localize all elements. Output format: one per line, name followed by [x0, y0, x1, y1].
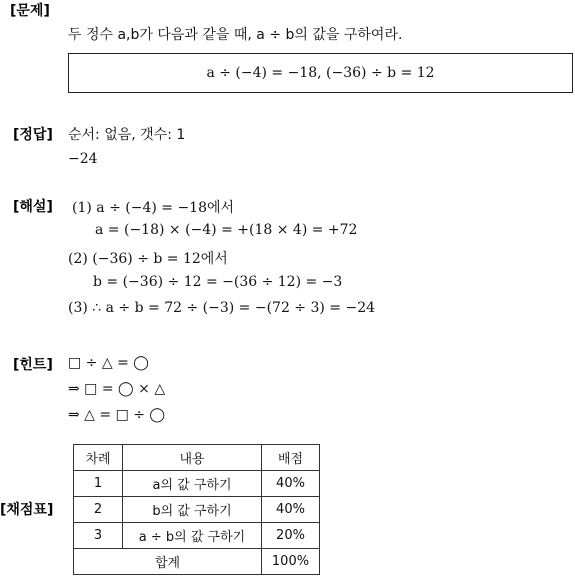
rubric-cell-order: 1 — [74, 471, 123, 497]
answer-label: [정답] — [13, 127, 53, 143]
rubric-label: [채점표] — [0, 502, 54, 518]
rubric-cell-order: 3 — [74, 523, 123, 549]
hint-line: □ ÷ △ = ◯ — [68, 355, 149, 371]
solution-line: (3) ∴ a ÷ b = 72 ÷ (−3) = −(72 ÷ 3) = −24 — [68, 300, 376, 316]
table-row — [74, 471, 320, 497]
rubric-cell-content: b의 값 구하기 — [123, 497, 262, 523]
solution-line: (1) a ÷ (−4) = −18에서 — [72, 200, 235, 216]
table-row — [74, 523, 320, 549]
rubric-cell-score: 20% — [262, 523, 320, 549]
rubric-cell-score: 40% — [262, 471, 320, 497]
problem-statement: 두 정수 a,b가 다음과 같을 때, a ÷ b의 값을 구하여라. — [68, 27, 403, 43]
solution-line: a = (−18) × (−4) = +(18 × 4) = +72 — [95, 222, 358, 238]
rubric-cell-content: a의 값 구하기 — [123, 471, 262, 497]
rubric-total-label: 합계 — [74, 549, 262, 575]
rubric-header-row — [74, 445, 320, 471]
table-row — [74, 497, 320, 523]
rubric-header-content: 내용 — [123, 445, 262, 471]
solution-line: b = (−36) ÷ 12 = −(36 ÷ 12) = −3 — [93, 274, 343, 290]
solution-label: [해설] — [13, 199, 53, 215]
problem-equation-box — [68, 53, 573, 93]
answer-value: −24 — [68, 151, 98, 167]
rubric-total-row — [74, 549, 320, 575]
rubric-total-value: 100% — [262, 549, 320, 575]
hint-line: ⇒ □ = ◯ × △ — [68, 381, 166, 397]
problem-equation: a ÷ (−4) = −18, (−36) ÷ b = 12 — [206, 65, 435, 81]
rubric-cell-score: 40% — [262, 497, 320, 523]
rubric-cell-order: 2 — [74, 497, 123, 523]
problem-label: [문제] — [10, 3, 50, 19]
solution-line: (2) (−36) ÷ b = 12에서 — [68, 251, 228, 267]
rubric-cell-content: a ÷ b의 값 구하기 — [123, 523, 262, 549]
rubric-header-score: 배점 — [262, 445, 320, 471]
rubric-table — [73, 444, 320, 575]
hint-line: ⇒ △ = □ ÷ ◯ — [68, 407, 166, 423]
rubric-header-order: 차례 — [74, 445, 123, 471]
answer-order-info: 순서: 없음, 갯수: 1 — [68, 127, 186, 143]
hint-label: [힌트] — [13, 357, 53, 373]
